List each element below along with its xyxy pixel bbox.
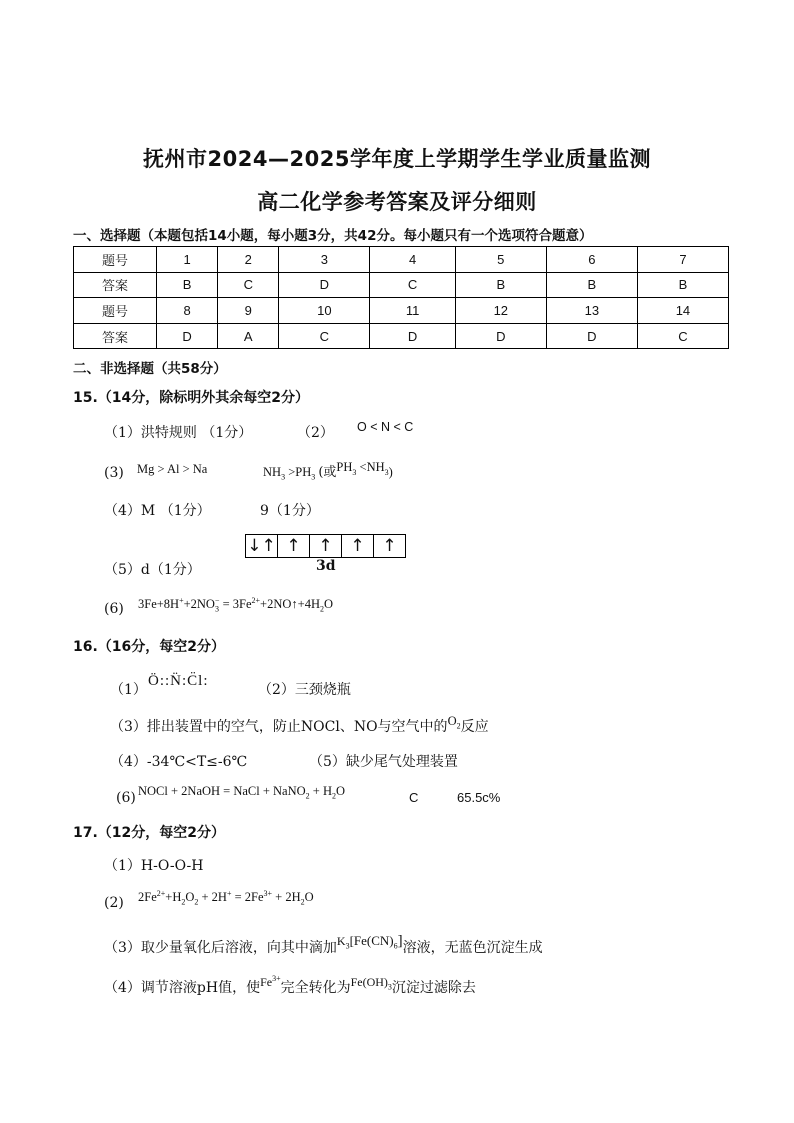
eq-term: = 2Fe xyxy=(231,890,264,904)
formula-ph3-alt: PH xyxy=(336,460,353,474)
page-title: 抚州市2024—2025学年度上学期学生学业质量监测 xyxy=(143,147,651,171)
eq-term: +2NO xyxy=(183,597,215,611)
q15-part4-answer: 9（1分） xyxy=(260,503,320,519)
eq-term: 3Fe+8H xyxy=(138,597,180,611)
q15-part3-label: (3) xyxy=(104,465,124,481)
table-row xyxy=(74,272,729,298)
eq-term: = 3Fe xyxy=(219,597,252,611)
q17-part3-text-end: 溶液，无蓝色沉淀生成 xyxy=(402,940,543,956)
eq-term: 2Fe xyxy=(138,890,157,904)
row-label-answer: 答案 xyxy=(74,272,157,298)
table-cell: 8 xyxy=(157,298,218,324)
table-cell: 3 xyxy=(279,247,370,273)
or-text: (或 xyxy=(318,465,337,480)
formula-feoh: Fe(OH) xyxy=(350,975,388,989)
eq-term: + H xyxy=(309,784,332,798)
table-cell: D xyxy=(279,272,370,298)
reagent-bracket: ] xyxy=(397,933,403,949)
q16-heading: 16.（16分，每空2分） xyxy=(73,639,226,655)
q15-part3-compare: $NH_3 >PH_3$ (或$PH_3 <NH_3$) xyxy=(263,460,393,482)
orbital-label: 3d xyxy=(316,558,336,574)
q16-part3-text-end: 反应 xyxy=(460,719,489,735)
q15-part2-label: （2） xyxy=(297,425,334,441)
q16-part3 xyxy=(110,716,489,736)
eq-term: +H xyxy=(165,890,182,904)
q16-part6-choice: C xyxy=(409,790,419,805)
orbital-box: ↓↑ xyxy=(246,535,278,557)
table-cell: 2 xyxy=(218,247,279,273)
table-cell: C xyxy=(370,272,455,298)
q15-heading: 15.（14分，除标明外其余每空2分） xyxy=(73,390,310,406)
orbital-box: ↑ xyxy=(278,535,310,557)
table-cell: 14 xyxy=(637,298,728,324)
table-cell: 12 xyxy=(455,298,546,324)
table-cell: D xyxy=(157,323,218,349)
q17-part3 xyxy=(104,933,543,957)
q15-part1: （1）洪特规则 （1分） xyxy=(104,425,253,441)
table-cell: 10 xyxy=(279,298,370,324)
q16-part1-label: （1） xyxy=(110,682,147,698)
q17-heading: 17.（12分，每空2分） xyxy=(73,825,226,841)
q16-part6-equation: NOCl + 2NaOH = NaCl + NaNO$_2$ + $H_2O$ xyxy=(138,784,346,801)
q16-part6-label: (6) xyxy=(116,790,136,806)
table-cell: 5 xyxy=(455,247,546,273)
close-paren: ) xyxy=(388,465,393,479)
eq-term: O xyxy=(304,890,314,904)
q17-part3-text: （3）取少量氧化后溶液，向其中滴加 xyxy=(104,940,337,956)
table-cell: D xyxy=(455,323,546,349)
formula-fe: Fe xyxy=(260,975,273,989)
table-cell: B xyxy=(157,272,218,298)
formula-nh3: NH xyxy=(263,465,282,479)
section-2-heading: 二、非选择题（共58分） xyxy=(73,361,227,377)
table-cell: 1 xyxy=(157,247,218,273)
formula-o2-symbol: O xyxy=(447,714,457,728)
q17-part4 xyxy=(104,974,476,997)
q17-part4-text-end: 沉淀过滤除去 xyxy=(391,980,476,996)
formula-fe3: $Fe^{3+}$ xyxy=(260,974,281,989)
q17-part2-label: (2) xyxy=(104,895,124,911)
table-cell: D xyxy=(546,323,637,349)
q17-part4-text: （4）调节溶液pH值，使 xyxy=(104,980,261,996)
table-cell: 11 xyxy=(370,298,455,324)
q16-part4: （4）-34℃<T≤-6℃ xyxy=(110,754,248,770)
q17-part1: （1）H-O-O-H xyxy=(104,858,204,874)
table-cell: C xyxy=(218,272,279,298)
q17-part2-equation: $2Fe^{2+}+H_2O_2 + 2H^+ = 2Fe^{3+} + 2H_2O$ xyxy=(138,888,314,907)
row-label-question: 题号 xyxy=(74,247,157,273)
q17-part4-text-mid: 完全转化为 xyxy=(280,980,351,996)
table-row xyxy=(74,247,729,273)
lewis-structure: Ö::N̈:C̈l: xyxy=(148,673,209,689)
orbital-box: ↑ xyxy=(310,535,342,557)
table-cell: B xyxy=(455,272,546,298)
table-cell: 9 xyxy=(218,298,279,324)
eq-term: O xyxy=(323,597,334,611)
q15-part6-equation: $3Fe+8H^++2NO_3^-$ = $3Fe^{2+}+2NO↑+4H_2O$ xyxy=(138,595,334,614)
table-cell: 6 xyxy=(546,247,637,273)
row-label-answer: 答案 xyxy=(74,323,157,349)
table-cell: 13 xyxy=(546,298,637,324)
section-1-heading: 一、选择题（本题包括14小题，每小题3分，共42分。每小题只有一个选项符合题意） xyxy=(73,228,593,244)
q16-part6-percent: 65.5c% xyxy=(457,790,501,805)
eq-term: NOCl + 2NaOH = NaCl + NaNO xyxy=(138,784,306,798)
eq-term: +2NO↑+4H xyxy=(260,597,320,611)
table-cell: B xyxy=(546,272,637,298)
table-cell: 4 xyxy=(370,247,455,273)
page-subtitle: 高二化学参考答案及评分细则 xyxy=(257,190,537,214)
table-cell: C xyxy=(637,323,728,349)
formula-nh3-alt: <NH xyxy=(356,460,385,474)
orbital-diagram xyxy=(245,534,406,558)
eq-term: O xyxy=(185,890,195,904)
q15-part3-answer: Mg > Al > Na xyxy=(137,462,208,476)
eq-term: O xyxy=(336,784,346,798)
formula-feoh3: $Fe(OH)_3$ xyxy=(350,975,392,992)
q16-part3-text: （3）排出装置中的空气，防止NOCl、NO与空气中的 xyxy=(110,719,448,735)
table-cell: B xyxy=(637,272,728,298)
q15-part4: （4）M （1分） xyxy=(104,503,211,519)
answer-table xyxy=(73,246,729,349)
q15-part6-label: (6) xyxy=(104,601,124,617)
table-cell: C xyxy=(279,323,370,349)
q16-part5: （5）缺少尾气处理装置 xyxy=(309,754,458,770)
row-label-question: 题号 xyxy=(74,298,157,324)
q16-part2: （2）三颈烧瓶 xyxy=(258,682,351,698)
table-cell: A xyxy=(218,323,279,349)
reagent-complex: [Fe(CN) xyxy=(349,933,394,948)
formula-reagent: $K_3[Fe(CN)_6]$ xyxy=(336,933,403,951)
eq-term: + 2H xyxy=(272,890,301,904)
orbital-box: ↑ xyxy=(382,536,397,556)
q15-part5: （5）d（1分） xyxy=(104,562,201,578)
formula-ph3: >PH xyxy=(285,465,312,479)
reagent-k: K xyxy=(336,934,346,948)
formula-o2: $O_2$ xyxy=(447,714,461,731)
eq-term: + 2H xyxy=(198,890,227,904)
table-cell: 7 xyxy=(637,247,728,273)
table-cell: D xyxy=(370,323,455,349)
q15-part2-answer: O < N < C xyxy=(357,420,414,434)
table-row xyxy=(74,298,729,324)
orbital-box: ↑ xyxy=(342,535,374,557)
table-row xyxy=(74,323,729,349)
